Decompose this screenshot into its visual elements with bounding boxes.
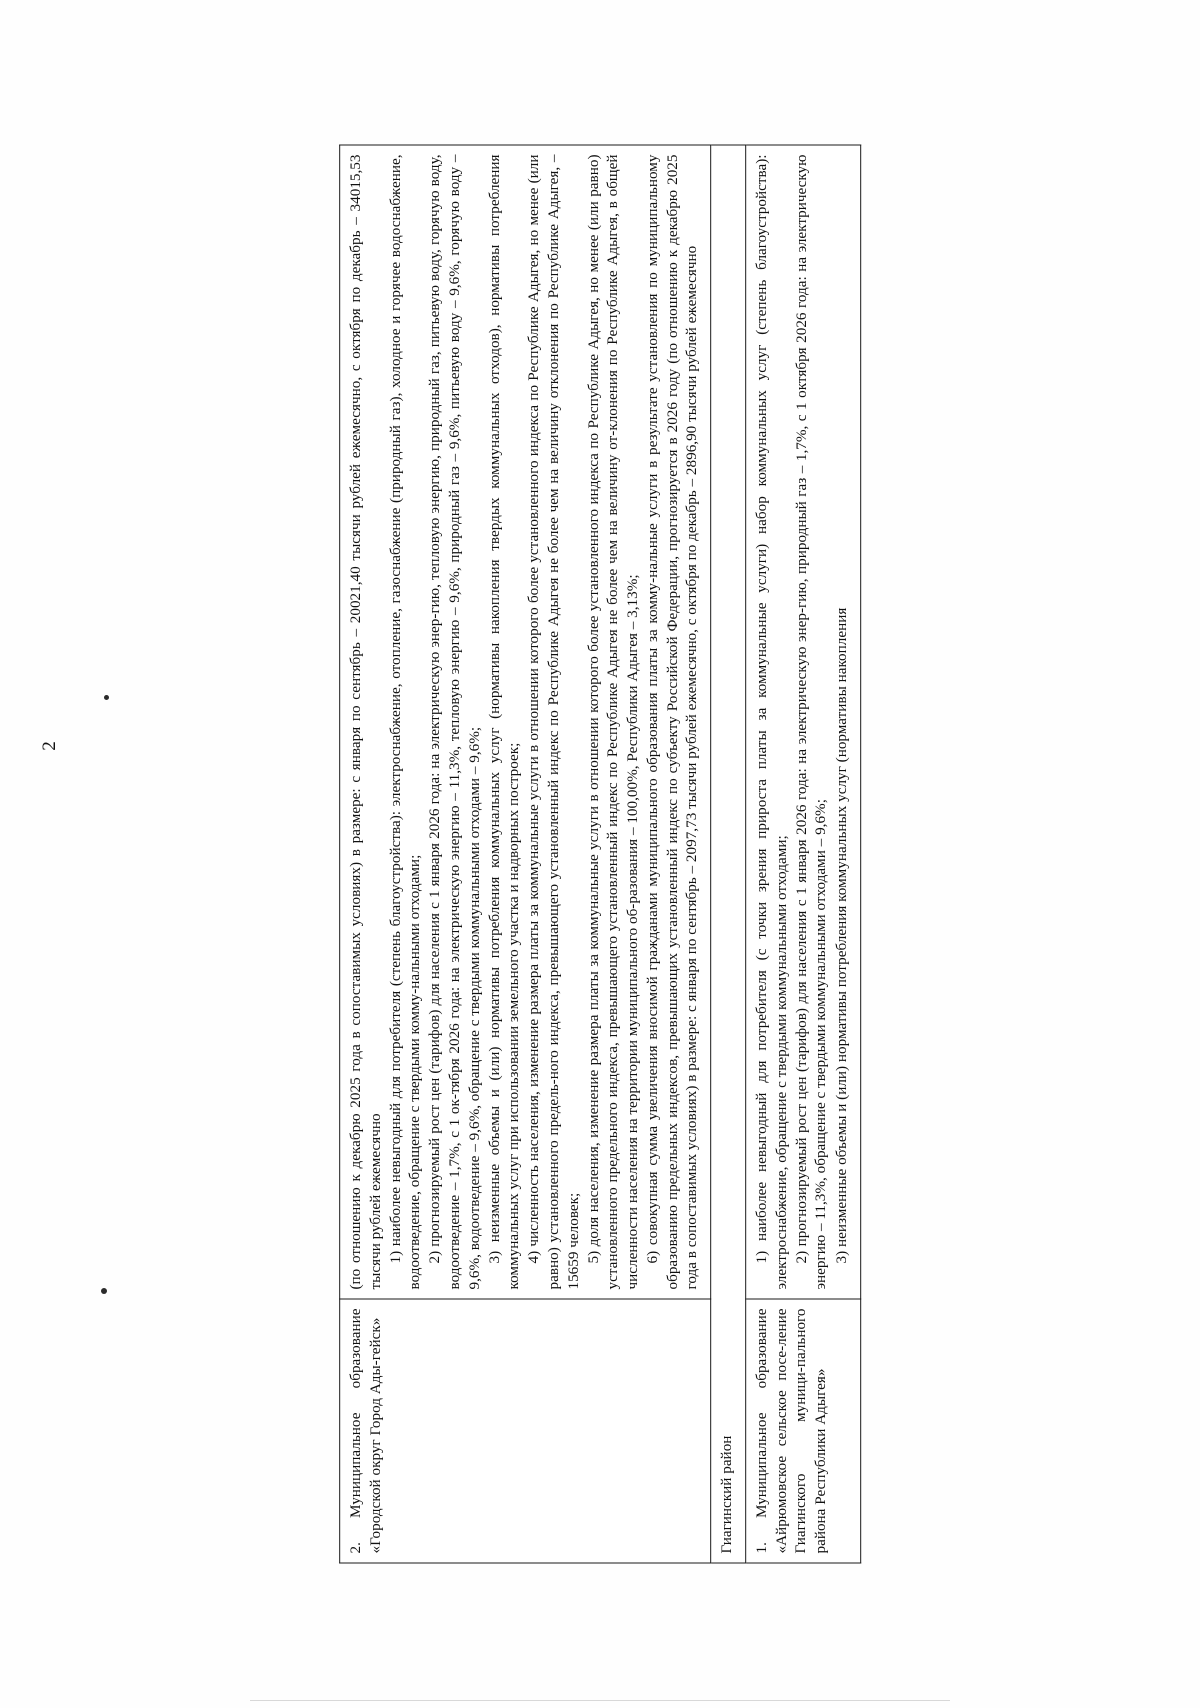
detail-paragraph: 6) совокупная сумма увеличения вносимой гражданами муниципального образования платы за комму-нальные услуги в результате установления по муниципальному образованию предельных индексов, превышающих установленный индекс по субъекту Российской Федерации, прогнозируется в 2026 году (по отношению к декабрю 2025 года в сопоставимых условиях) в размере: с января по сентябрь – 2097,73 тысячи рублей ежемесячно, с октября по декабрь – 2896,90 тысячи рублей ежемесячно	[644, 154, 701, 1290]
page-edge-rule	[250, 1700, 950, 1701]
section-title-row	[711, 145, 746, 1563]
detail-paragraph: (по отношению к декабрю 2025 года в сопоставимых условиях) в размере: с января по сентябрь – 20021,40 тысячи рублей ежемесячно, с октября по декабрь – 34015,53 тысячи рублей ежемесячно	[347, 154, 384, 1290]
ink-speck	[104, 695, 109, 700]
municipality-name: 2. Муниципальное образование «Городской округ Город Ады-гейск»	[347, 1308, 384, 1554]
municipality-name: 1. Муниципальное образование «Айрюмовское сельское посе-ление Гиагинского муници-пального района Республики Адыгея»	[753, 1308, 830, 1554]
municipality-details-cell	[340, 145, 711, 1299]
detail-paragraph: 3) неизменные объемы и (или) нормативы потребления коммунальных услуг (нормативы накопления	[832, 607, 850, 1264]
table-row	[340, 145, 711, 1563]
detail-paragraph: 2) прогнозируемый рост цен (тарифов) для населения с 1 января 2026 года: на электрическую энер-гию, тепловую энергию, природный газ, питьевую воду, горячую воду, водоотведение – 1,7%, с 1 ок-тября 2026 года: на электрическую энергию – 11,3%, тепловую энергию – 9,6%, природный газ – 9,6%, питьевую воду – 9,6%, горячую воду – 9,6%, водоотведение – 9,6%, обращение с твердыми коммунальными отходами – 9,6%;	[426, 154, 483, 1290]
detail-paragraph: 4) численность населения, изменение размера платы за коммунальные услуги в отношении которого более установленного индекса по Республике Адыгея, но менее (или равно) установленного предель-ного индекса, превышающего установленный индекс по Республике Адыгея не более чем на величину отклонения по Республике Адыгея, – 15659 человек;	[525, 154, 582, 1290]
municipality-name-cell	[340, 1299, 711, 1563]
ink-speck	[101, 1288, 107, 1294]
detail-paragraph: 5) доля населения, изменение размера платы за коммунальные услуги в отношении которого более установленного индекса по Республике Адыгея, но менее (или равно) установленного предельного индекса, превышающего установленный индекс по Республике Адыгея не более чем на величину от-клонения по Республике Адыгея, в общей численности населения на территории муниципального об-разования – 100,00%, Республики Адыгея – 3,13%;	[585, 154, 642, 1290]
detail-paragraph: 3) неизменные объемы и (или) нормативы потребления коммунальных услуг (нормативы накопления твердых коммунальных отходов), нормативы потребления коммунальных услуг при использовании земельного участка и надворных построек;	[485, 154, 523, 1290]
municipality-name-cell	[746, 1299, 861, 1563]
table-row	[746, 145, 861, 1563]
detail-paragraph: 2) прогнозируемый рост цен (тарифов) для населения с 1 января 2026 года: на электрическую энер-гию, природный газ – 1,7%, с 1 октября 2026 года: на электрическую энергию – 11,3%, обращение с твердыми коммунальными отходами – 9,6%;	[792, 154, 830, 1290]
rotated-table-container	[339, 145, 861, 1564]
detail-paragraph: 1) наиболее невыгодный для потребителя (степень благоустройства): электроснабжение, отопление, газоснабжение (природный газ), холодное и горячее водоснабжение, водоотведение, обращение с твердыми комму-нальными отходами;	[386, 154, 424, 1290]
section-title: Гиагинский район	[711, 145, 746, 1563]
municipalities-table	[339, 145, 861, 1564]
municipality-details-cell	[746, 145, 861, 1299]
page-number: 2	[39, 741, 60, 751]
detail-paragraph: 1) наиболее невыгодный для потребителя (с точки зрения прироста платы за коммунальные услуги) набор коммунальных услуг (степень благоустройства): электроснабжение, обращение с твердыми коммунальными отходами;	[753, 154, 790, 1290]
